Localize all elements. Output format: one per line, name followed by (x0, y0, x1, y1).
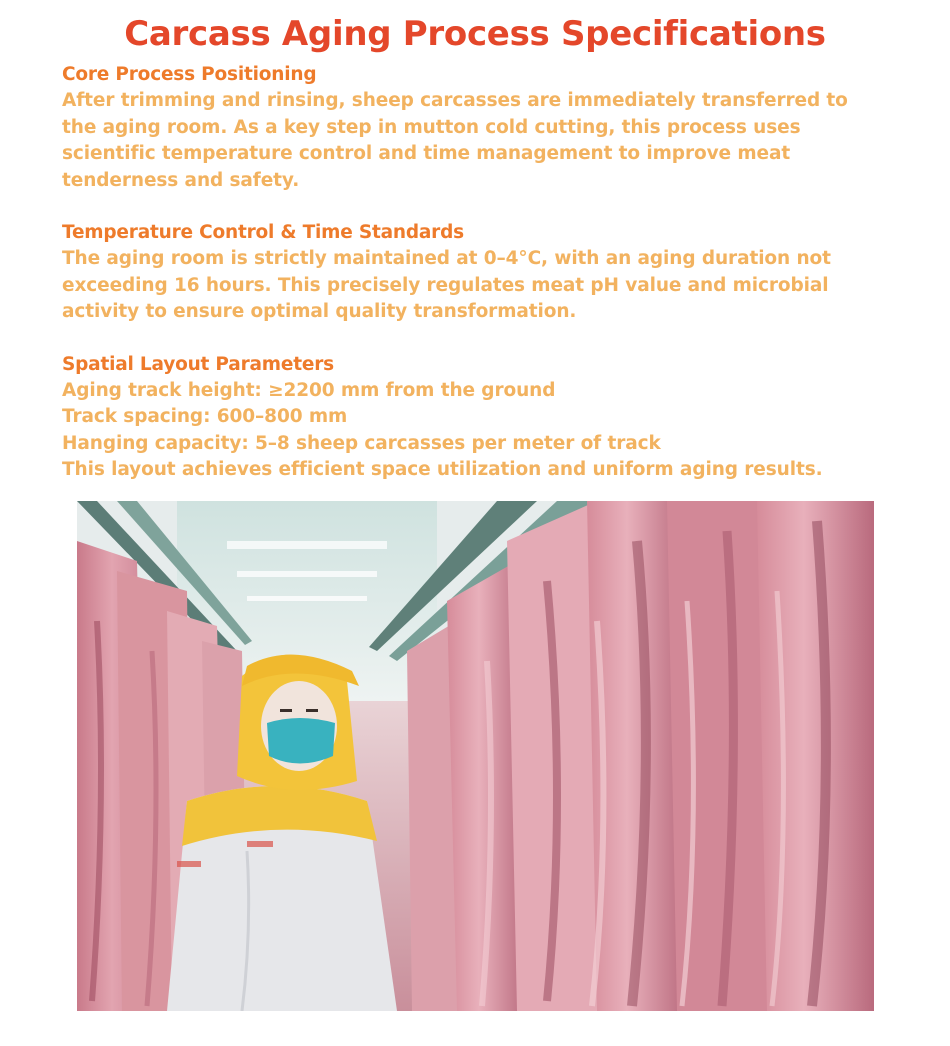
aging-room-photo (77, 501, 874, 1011)
spec-line: Track spacing: 600–800 mm (62, 406, 348, 427)
page-title: Carcass Aging Process Specifications (124, 14, 826, 54)
section-heading: Core Process Positioning (62, 64, 317, 85)
spec-line: Aging track height: ≥2200 mm from the ground (62, 379, 556, 401)
section-spatial-layout (62, 352, 882, 484)
section-body: After trimming and rinsing, sheep carcasses are immediately transferred to the aging room. As a key step in mutton cold cutting, this process uses scientific temperature control and time management to improve meat tenderness and safety. (62, 90, 848, 191)
section-heading: Temperature Control & Time Standards (62, 222, 464, 243)
section-body: The aging room is strictly maintained at 0–4°C, with an aging duration not exceeding 16 hours. This precisely regulates meat pH value and microbial activity to ensure optimal quality transformation. (62, 248, 831, 322)
section-core-process (62, 62, 882, 194)
section-temperature (62, 220, 882, 326)
spec-line: This layout achieves efficient space utilization and uniform aging results. (62, 459, 823, 480)
spec-line: Hanging capacity: 5–8 sheep carcasses per meter of track (62, 432, 661, 454)
section-heading: Spatial Layout Parameters (62, 353, 334, 375)
content (62, 62, 882, 510)
